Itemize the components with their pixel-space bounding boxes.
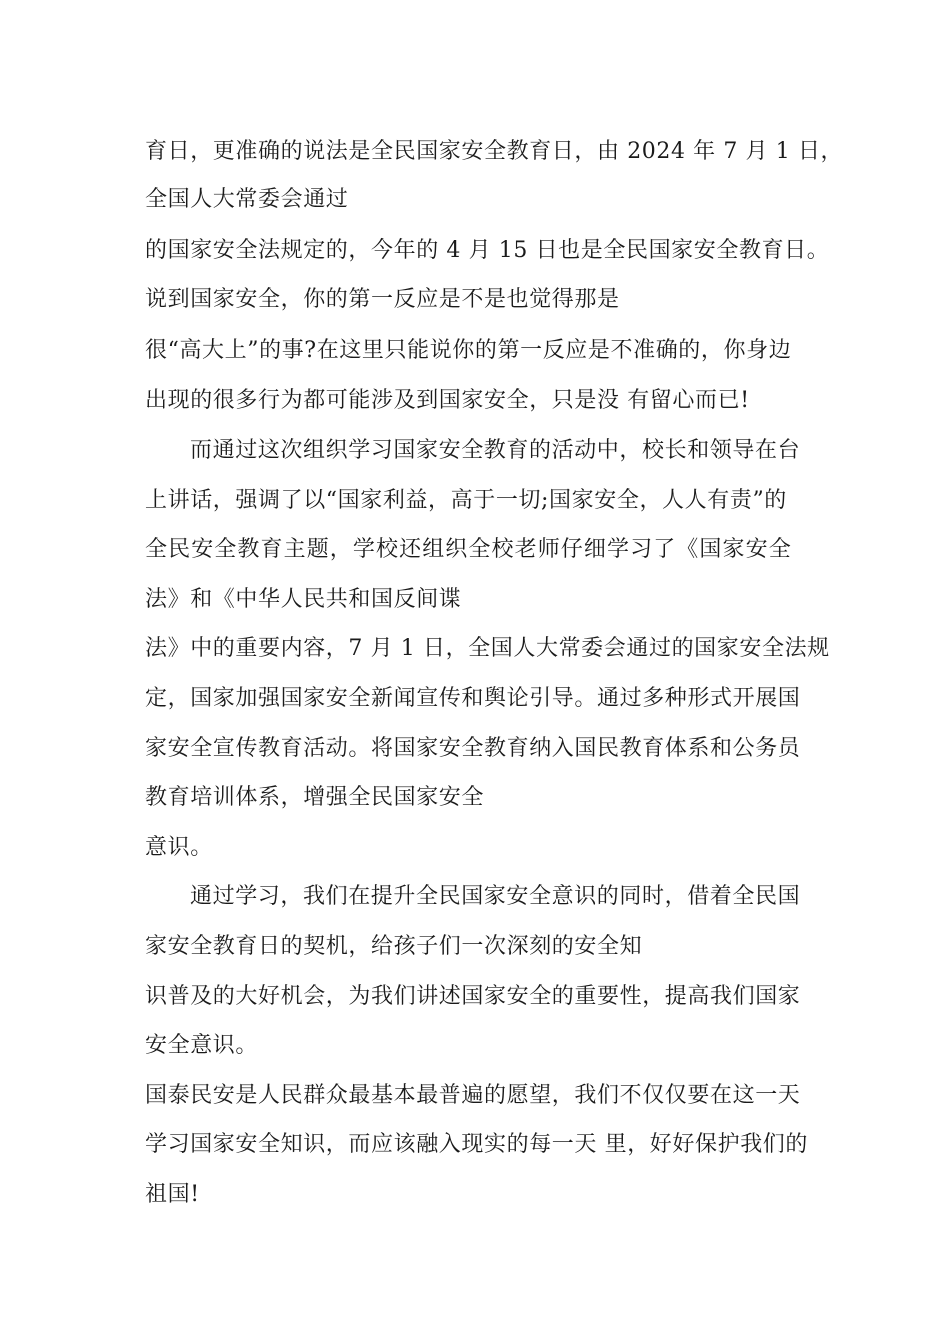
text-line: 上讲话，强调了以“国家利益，高于一切;国家安全，人人有责”的	[145, 488, 787, 513]
text-line: 祖国!	[145, 1182, 200, 1207]
text-line: 学习国家安全知识，而应该融入现实的每一天 里，好好保护我们的	[145, 1132, 808, 1157]
text-line: 家安全宣传教育活动。将国家安全教育纳入国民教育体系和公务员	[145, 736, 801, 761]
text-line: 国泰民安是人民群众最基本最普遍的愿望，我们不仅仅要在这一天	[145, 1083, 801, 1108]
text-line: 安全意识。	[145, 1033, 259, 1058]
text-line: 很“高大上”的事?在这里只能说你的第一反应是不准确的，你身边	[145, 338, 792, 363]
text-line: 的国家安全法规定的，今年的 4 月 15 日也是全民国家安全教育日。	[145, 238, 830, 263]
text-line: 通过学习，我们在提升全民国家安全意识的同时，借着全民国	[190, 884, 801, 909]
text-line: 而通过这次组织学习国家安全教育的活动中，校长和领导在台	[190, 438, 801, 463]
text-line: 法》和《中华人民共和国反间谍	[145, 587, 462, 612]
text-line: 说到国家安全，你的第一反应是不是也觉得那是	[145, 287, 620, 312]
text-line: 定，国家加强国家安全新闻宣传和舆论引导。通过多种形式开展国	[145, 686, 801, 711]
text-line: 全国人大常委会通过	[145, 187, 349, 212]
text-line: 家安全教育日的契机，给孩子们一次深刻的安全知	[145, 934, 643, 959]
text-line: 全民安全教育主题，学校还组织全校老师仔细学习了《国家安全	[145, 537, 792, 562]
text-line: 识普及的大好机会，为我们讲述国家安全的重要性，提高我们国家	[145, 984, 801, 1009]
text-line: 意识。	[145, 835, 213, 860]
text-line: 法》中的重要内容，7 月 1 日，全国人大常委会通过的国家安全法规	[145, 636, 830, 661]
text-line: 出现的很多行为都可能涉及到国家安全，只是没 有留心而已!	[145, 388, 750, 413]
text-line: 育日，更准确的说法是全民国家安全教育日，由 2024 年 7 月 1 日，	[145, 139, 844, 164]
text-line: 教育培训体系，增强全民国家安全	[145, 785, 485, 810]
